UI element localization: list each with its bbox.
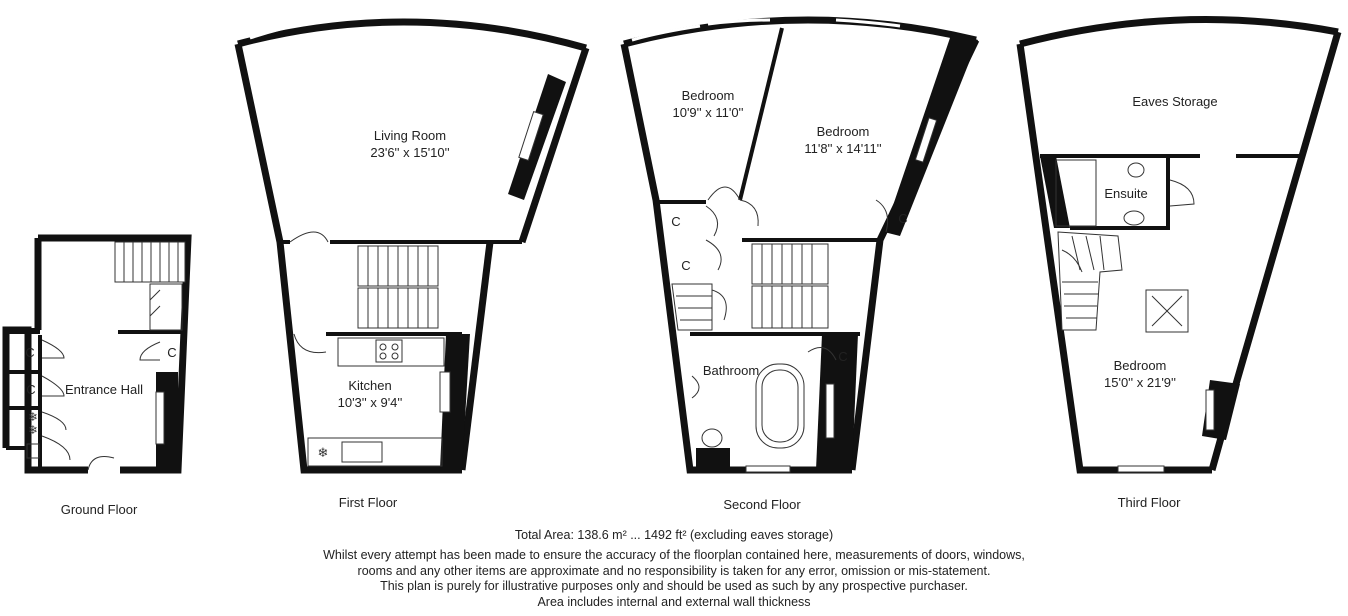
- total-area: Total Area: 138.6 m² ... 1492 ft² (excluding eaves storage): [514, 528, 834, 542]
- floor-label-third: Third Floor: [1117, 495, 1181, 510]
- third-stairs: [1058, 232, 1122, 330]
- svg-text:❄: ❄: [317, 446, 329, 461]
- cupboard-label: C: [838, 349, 848, 364]
- second-floor-plan: [624, 20, 978, 472]
- disclaimer-line: Whilst every attempt has been made to ensure the accuracy of the floorplan contained here, measurements of doors, windows,: [323, 548, 1025, 562]
- cupboard-label: C: [167, 345, 177, 360]
- room-size-bedroom-2: 11'8'' x 14'11'': [804, 141, 882, 156]
- cupboard-label: C: [26, 382, 36, 397]
- cupboard-label: C: [25, 345, 35, 360]
- room-size-living-room: 23'6'' x 15'10'': [370, 145, 450, 160]
- room-name-living-room: Living Room: [373, 128, 447, 143]
- ground-stairs: [115, 242, 185, 330]
- room-name-bathroom: Bathroom: [702, 363, 760, 378]
- third-floor-plan: [1020, 20, 1338, 473]
- first-stairs: [358, 246, 438, 328]
- ground-floor-plan: [6, 238, 188, 472]
- disclaimer-line: rooms and any other items are approximate and no responsibility is taken for any error, omission or mis-statement.: [357, 563, 991, 578]
- room-size-kitchen: 10'3'' x 9'4'': [337, 395, 403, 410]
- room-name-eaves-storage: Eaves Storage: [1132, 94, 1218, 109]
- svg-text:❄: ❄: [27, 410, 39, 424]
- floor-label-first: First Floor: [338, 495, 398, 510]
- room-size-bedroom-3: 15'0'' x 21'9'': [1104, 375, 1176, 390]
- cupboard-label: C: [671, 214, 681, 229]
- room-name-kitchen: Kitchen: [348, 378, 392, 393]
- disclaimer: [0, 548, 1348, 610]
- room-name-bedroom-2: Bedroom: [816, 124, 870, 139]
- room-name-ensuite: Ensuite: [1104, 186, 1148, 201]
- cupboard-label: C: [681, 258, 691, 273]
- floor-label-second: Second Floor: [723, 497, 801, 512]
- cupboard-label: C: [898, 211, 908, 226]
- second-stairs: [672, 244, 828, 330]
- room-name-bedroom-1: Bedroom: [681, 88, 735, 103]
- first-floor-plan: [238, 12, 586, 470]
- room-size-bedroom-1: 10'9'' x 11'0'': [672, 105, 744, 120]
- floor-label-ground: Ground Floor: [60, 502, 138, 517]
- disclaimer-line: Area includes internal and external wall thickness: [537, 594, 811, 609]
- disclaimer-line: This plan is purely for illustrative purposes only and should be used as such by any prospective purchaser.: [380, 579, 968, 593]
- svg-text:❄: ❄: [27, 423, 39, 437]
- room-name-bedroom-3: Bedroom: [1113, 358, 1167, 373]
- room-name-entrance-hall: Entrance Hall: [64, 382, 144, 397]
